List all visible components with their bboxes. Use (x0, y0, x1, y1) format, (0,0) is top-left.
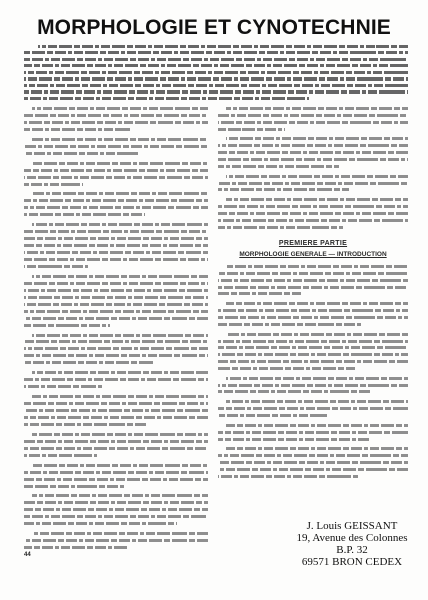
text-line (226, 302, 408, 305)
text-line (24, 515, 208, 518)
text-line (24, 354, 208, 357)
text-line (218, 226, 343, 229)
text-line (226, 447, 408, 450)
text-line (24, 71, 408, 74)
text-line (218, 158, 408, 161)
text-line (24, 176, 208, 179)
text-line (24, 97, 309, 100)
text-line (226, 377, 408, 380)
text-line (24, 206, 208, 209)
text-line (24, 169, 208, 172)
text-line (24, 440, 208, 443)
text-line (24, 213, 145, 216)
text-line (218, 279, 408, 282)
text-line (218, 346, 408, 349)
text-line (218, 468, 408, 471)
text-line (218, 316, 408, 319)
text-line (218, 438, 369, 441)
text-line (218, 367, 355, 370)
text-line (24, 423, 148, 426)
text-line (24, 230, 208, 233)
text-line (24, 340, 208, 343)
right-column (218, 107, 408, 482)
text-line (24, 478, 208, 481)
text-line (24, 454, 97, 457)
intro-paragraph (24, 44, 408, 104)
text-line (218, 475, 358, 478)
text-line (24, 114, 208, 117)
text-line (24, 121, 208, 124)
text-line (218, 353, 408, 356)
section-heading: MORPHOLOGIE GENERALE — INTRODUCTION (239, 251, 387, 258)
text-line (24, 471, 208, 474)
text-line (218, 461, 408, 464)
article-title: MORPHOLOGIE ET CYNOTECHNIE (37, 16, 391, 39)
text-line (32, 334, 208, 337)
text-line (24, 416, 208, 419)
text-line (24, 539, 208, 542)
text-line (226, 137, 408, 140)
text-line (24, 84, 408, 87)
text-line (24, 244, 208, 247)
text-line (218, 292, 301, 295)
text-line (226, 107, 408, 110)
text-line (24, 199, 208, 202)
text-line (218, 219, 408, 222)
text-line (218, 309, 408, 312)
text-line (218, 151, 408, 154)
text-line (218, 182, 408, 185)
text-line (218, 384, 408, 387)
text-line (32, 192, 208, 195)
text-line (218, 272, 408, 275)
text-line (218, 360, 408, 363)
text-line (218, 323, 363, 326)
text-line (226, 400, 408, 403)
text-line (24, 289, 208, 292)
text-line (24, 77, 408, 80)
text-line (218, 212, 408, 215)
text-line (32, 162, 208, 165)
text-line (32, 395, 208, 398)
text-line (218, 165, 339, 168)
address-block (290, 520, 414, 568)
text-line (226, 265, 408, 268)
text-line (218, 188, 349, 191)
text-line (24, 251, 208, 254)
page-number: 44 (24, 552, 31, 558)
text-line (218, 286, 408, 289)
text-line (24, 303, 208, 306)
text-line (32, 532, 208, 535)
text-line (24, 522, 177, 525)
text-line (24, 447, 208, 450)
text-line (24, 90, 408, 93)
text-line (24, 183, 83, 186)
text-line (24, 501, 208, 504)
text-line (24, 485, 126, 488)
text-line (24, 324, 110, 327)
text-line (218, 114, 408, 117)
text-line (32, 275, 208, 278)
text-line (32, 107, 208, 110)
text-line (24, 402, 208, 405)
text-line (24, 385, 102, 388)
text-line (32, 138, 208, 141)
text-line (32, 494, 208, 497)
text-line (218, 128, 285, 131)
text-line (24, 152, 138, 155)
text-line (218, 390, 372, 393)
text-line (24, 310, 208, 313)
text-line (24, 145, 208, 148)
text-line (38, 45, 408, 48)
text-line (226, 175, 408, 178)
text-line (32, 223, 208, 226)
text-line (24, 378, 208, 381)
text-line (32, 433, 208, 436)
text-line (24, 51, 408, 54)
text-line (24, 58, 408, 61)
text-line (24, 128, 132, 131)
text-line (218, 121, 408, 124)
text-line (218, 431, 408, 434)
text-line (24, 296, 208, 299)
text-line (24, 258, 208, 261)
text-line (24, 282, 208, 285)
text-line (24, 317, 208, 320)
text-line (32, 371, 208, 374)
text-line (24, 237, 208, 240)
text-line (218, 205, 408, 208)
text-line (24, 347, 208, 350)
text-line (32, 464, 208, 467)
text-line (218, 144, 408, 147)
address-street: 19, Avenue des Colonnes (296, 532, 408, 544)
address-po-box: B.P. 32 (336, 544, 368, 556)
part-heading: PREMIERE PARTIE (278, 240, 348, 247)
text-line (226, 333, 408, 336)
text-line (24, 409, 208, 412)
address-city: 69571 BRON CEDEX (301, 556, 403, 568)
text-line (226, 198, 408, 201)
text-line (24, 64, 408, 67)
text-line (226, 424, 408, 427)
text-line (24, 508, 208, 511)
text-line (24, 361, 154, 364)
left-column (24, 107, 208, 552)
text-line (218, 454, 408, 457)
address-name: J. Louis GEISSANT (306, 520, 398, 532)
text-line (24, 546, 127, 549)
text-line (218, 340, 408, 343)
text-line (218, 407, 408, 410)
text-line (218, 414, 328, 417)
text-line (24, 265, 88, 268)
